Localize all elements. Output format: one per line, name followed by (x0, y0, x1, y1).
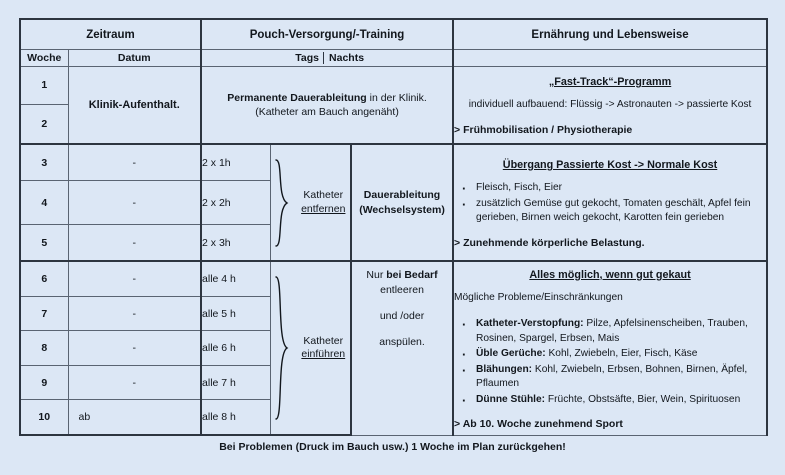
bullet-label: Katheter-Verstopfung: (476, 318, 584, 330)
datum-cell-3: - (68, 144, 201, 181)
nutrition-2-title: Übergang Passierte Kost -> Normale Kost (502, 158, 718, 171)
group-header-zeitraum: Zeitraum (20, 19, 201, 50)
group-header-pouch: Pouch-Versorgung/-Training (201, 19, 453, 50)
datum-cell-clinic: Klinik-Aufenthalt. (68, 66, 201, 144)
bullet-text: Früchte, Obstsäfte, Bier, Wein, Spirituosen (545, 393, 741, 405)
interval-cell-alle4h: alle 4 h (201, 261, 270, 296)
table-row (20, 261, 767, 296)
datum-cell-5: - (68, 224, 201, 261)
curly-brace-icon (273, 274, 291, 422)
bullet-text: Kohl, Zwiebeln, Erbsen, Bohnen, Birnen, Äpfel, Pflaumen (476, 363, 748, 390)
bullet-text: Kohl, Zwiebeln, Eier, Fisch, Käse (545, 348, 698, 360)
nutrition-3-subtitle: Mögliche Probleme/Einschränkungen (454, 291, 623, 303)
datum-cell-9: - (68, 365, 201, 399)
section1-line2: (Katheter am Bauch angenäht) (255, 105, 399, 118)
week-cell-3: 3 (20, 144, 68, 181)
sub-header-nachts: Nachts (329, 52, 365, 65)
week-cell-10: 10 (20, 400, 68, 435)
nachts-cell-section3 (351, 261, 453, 435)
table-row (20, 66, 767, 105)
nutrition-3-title: Alles möglich, wenn gut gekaut (529, 268, 691, 281)
nutrition-1-title: „Fast-Track“-Programm (548, 75, 672, 88)
nutrition-1-footer: > Frühmobilisation / Physiotherapie (454, 123, 633, 136)
sub-header-tags: Tags (295, 52, 320, 65)
nutrition-cell-3 (453, 261, 767, 435)
interval-cell-alle5h: alle 5 h (201, 296, 270, 330)
sub-header-woche: Woche (20, 50, 68, 66)
nutrition-1-line1: individuell aufbauend: Flüssig -> Astronauten -> passierte Kost (468, 99, 752, 111)
nutrition-3-bullets (454, 317, 766, 407)
pouch-plan-table (19, 18, 768, 436)
table-row (20, 144, 767, 181)
sub-header-datum: Datum (68, 50, 201, 66)
brace-label-line1: Katheter (303, 334, 344, 347)
section3-nachts-line3: anspülen. (379, 335, 425, 348)
week-cell-9: 9 (20, 365, 68, 399)
brace-label-catheter-remove (297, 189, 351, 216)
week-cell-8: 8 (20, 331, 68, 365)
list-item (454, 393, 766, 407)
week-cell-6: 6 (20, 261, 68, 296)
brace-label-line2: einführen (301, 348, 346, 361)
interval-cell-2x2h: 2 x 2h (201, 181, 270, 225)
nutrition-2-footer: > Zunehmende körperliche Belastung. (454, 236, 645, 249)
footer-note: Bei Problemen (Druck im Bauch usw.) 1 Woche im Plan zurückgehen! (219, 441, 566, 453)
bullet-label: Blähungen: (476, 363, 533, 375)
brace-group-catheter-remove (270, 144, 351, 262)
datum-cell-4: - (68, 181, 201, 225)
interval-cell-2x1h: 2 x 1h (201, 144, 270, 181)
list-item (454, 317, 766, 346)
brace-label-line1: Katheter (303, 188, 344, 201)
sub-header-ernaehrung-spacer (453, 50, 767, 66)
datum-cell-7: - (68, 296, 201, 330)
week-cell-4: 4 (20, 181, 68, 225)
list-item (454, 347, 766, 361)
bullet-text: Pilze, Apfelsinenscheiben, Trauben, Rosinen, Spargel, Erbsen, Mais (476, 318, 748, 344)
list-item: · Fleisch, Fisch, Eier (454, 181, 766, 195)
pouch-cell-section1 (201, 66, 453, 144)
table-sub-header-row (20, 50, 767, 66)
table-group-header-row (20, 19, 767, 50)
nachts-cell-section2 (351, 144, 453, 262)
section3-nachts-pre: Nur (366, 269, 387, 282)
section2-nachts-line2: (Wechselsystem) (359, 203, 445, 216)
datum-cell-10: ab (68, 400, 201, 435)
interval-cell-alle6h: alle 6 h (201, 331, 270, 365)
section2-nachts-line1: Dauerableitung (363, 189, 441, 202)
list-item: · zusätzlich Gemüse gut gekocht, Tomaten geschält, Apfel fein gerieben, Birnen weich gekocht, Karotten fein gerieben (454, 197, 766, 226)
nutrition-3-footer: > Ab 10. Woche zunehmend Sport (454, 418, 623, 431)
group-header-ernaehrung: Ernährung und Lebensweise (453, 19, 767, 50)
week-cell-5: 5 (20, 224, 68, 261)
interval-cell-2x3h: 2 x 3h (201, 224, 270, 261)
section1-bold-text: Permanente Dauerableitung (227, 91, 367, 104)
curly-brace-icon (273, 157, 291, 249)
interval-cell-alle8h: alle 8 h (201, 400, 270, 435)
sub-header-tags-nachts (201, 50, 453, 66)
section3-nachts-line2: und /oder (379, 309, 425, 322)
week-cell-1: 1 (20, 66, 68, 105)
list-item (454, 363, 766, 392)
datum-cell-8: - (68, 331, 201, 365)
brace-label-line2: entfernen (301, 202, 346, 215)
week-cell-2: 2 (20, 105, 68, 144)
bullet-label: Dünne Stühle: (476, 393, 546, 405)
section3-nachts-bold: bei Bedarf (386, 269, 438, 282)
section3-nachts-post: entleeren (380, 283, 424, 296)
brace-label-catheter-insert (297, 335, 351, 362)
interval-cell-alle7h: alle 7 h (201, 365, 270, 399)
brace-group-catheter-insert (270, 261, 351, 435)
section1-rest-text: in der Klinik. (366, 91, 427, 104)
datum-cell-6: - (68, 261, 201, 296)
week-cell-7: 7 (20, 296, 68, 330)
nutrition-cell-1 (453, 66, 767, 144)
bullet-label: Üble Gerüche: (476, 348, 546, 360)
nutrition-cell-2 (453, 144, 767, 262)
nutrition-2-bullets (454, 181, 766, 225)
